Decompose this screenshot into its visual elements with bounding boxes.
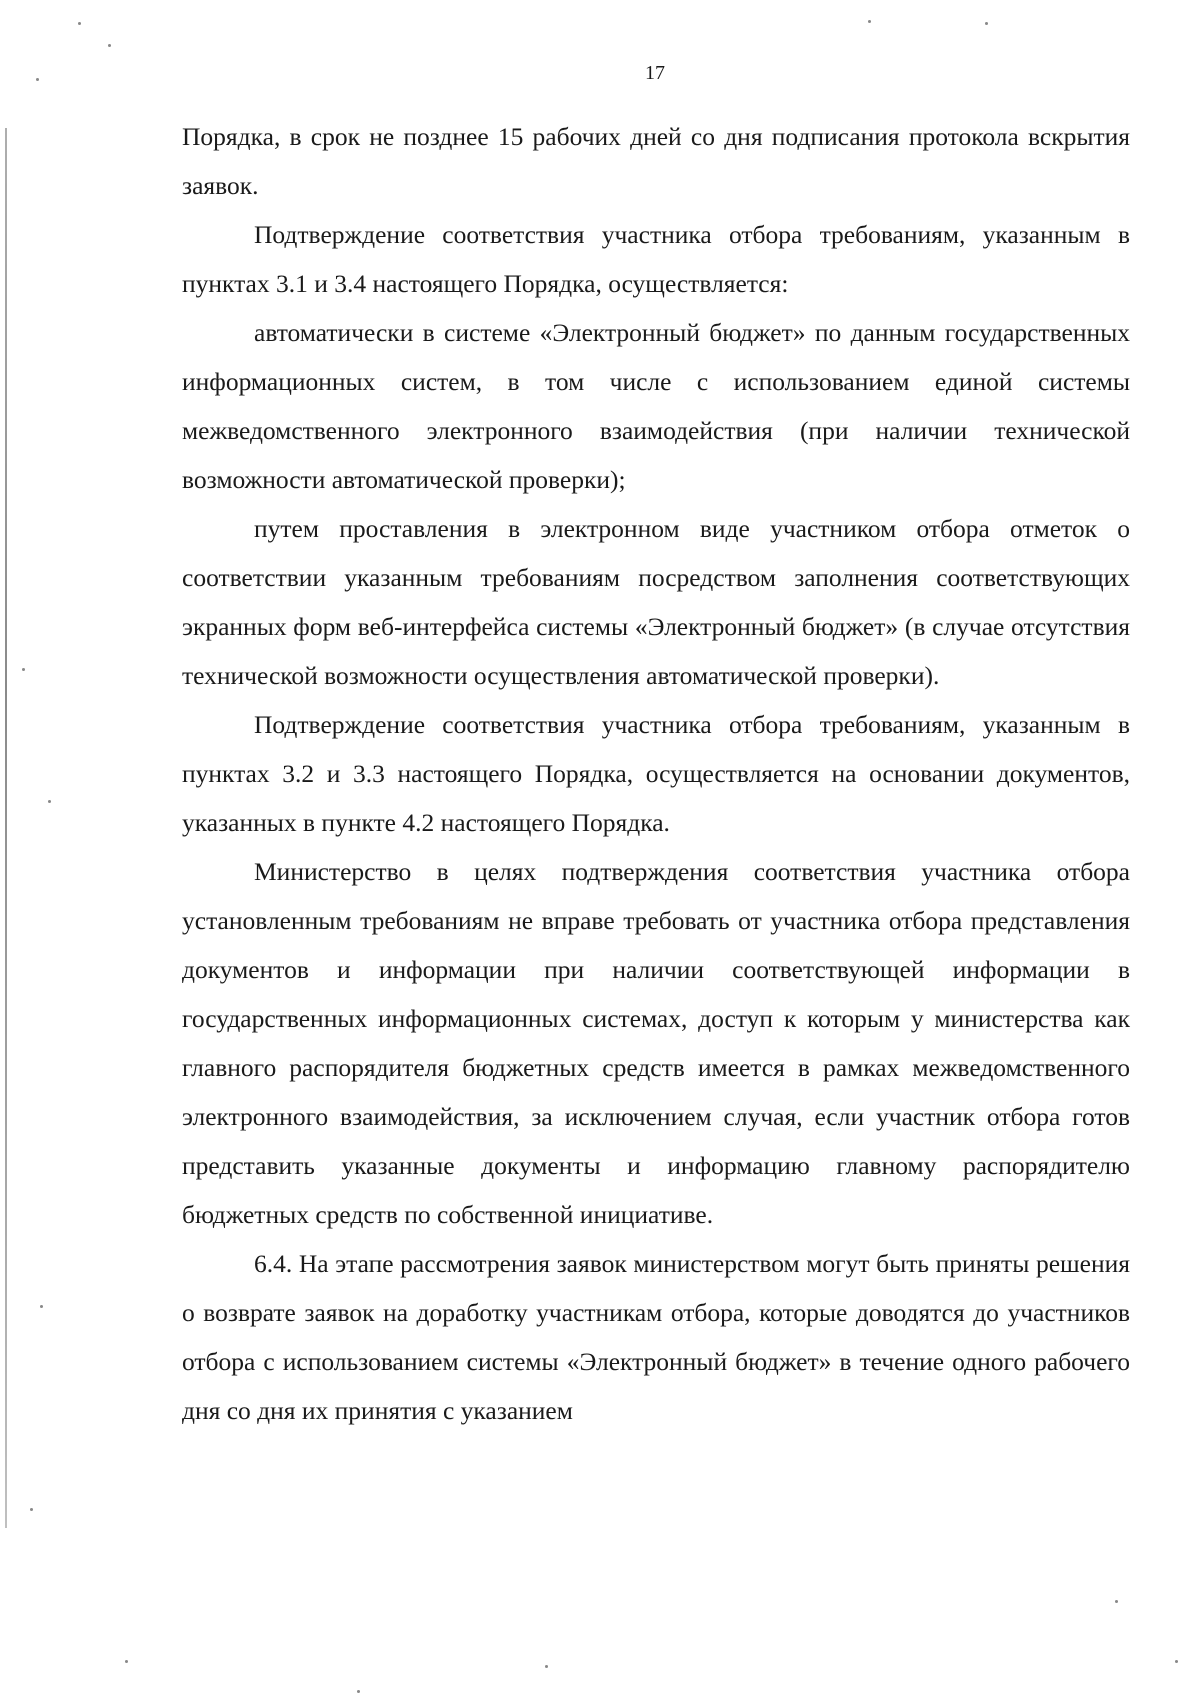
- paragraph-manual-marks: путем проставления в электронном виде участником отбора отметок о соответствии указанным требованиям посредством заполнения соответствующих экранных форм веб-интерфейса системы «Электронный бюджет» (в случае отсутствия технической возможности осуществления автоматической проверки).: [182, 514, 1130, 690]
- document-body: [182, 112, 1130, 1435]
- scan-speck: [985, 22, 988, 25]
- scan-speck: [868, 20, 871, 23]
- paragraph-continuation: Порядка, в срок не позднее 15 рабочих дней со дня подписания протокола вскрытия заявок.: [182, 122, 1130, 200]
- scan-speck: [78, 22, 81, 25]
- scan-speck: [22, 668, 25, 671]
- scan-speck: [48, 800, 51, 803]
- paragraph-confirmation-3-1-3-4: Подтверждение соответствия участника отбора требованиям, указанным в пунктах 3.1 и 3.4 настоящего Порядка, осуществляется:: [182, 220, 1130, 298]
- paragraph-confirmation-3-2-3-3: Подтверждение соответствия участника отбора требованиям, указанным в пунктах 3.2 и 3.3 настоящего Порядка, осуществляется на основании документов, указанных в пункте 4.2 настоящего Порядка.: [182, 710, 1130, 837]
- paragraph-6-4: 6.4. На этапе рассмотрения заявок министерством могут быть приняты решения о возврате заявок на доработку участникам отбора, которые доводятся до участников отбора с использованием системы «Электронный бюджет» в течение одного рабочего дня со дня их принятия с указанием: [182, 1249, 1130, 1425]
- page-number: 17: [645, 62, 665, 84]
- scan-edge-shadow: [5, 128, 7, 1528]
- scan-speck: [125, 1660, 128, 1663]
- paragraph-automatic-check: автоматически в системе «Электронный бюджет» по данным государственных информационных систем, в том числе с использованием единой системы межведомственного электронного взаимодействия (при наличии технической возможности автоматической проверки);: [182, 318, 1130, 494]
- scan-speck: [108, 44, 111, 47]
- scan-speck: [545, 1665, 548, 1668]
- scan-speck: [357, 1690, 360, 1693]
- scan-speck: [30, 1508, 33, 1511]
- scan-speck: [40, 1305, 43, 1308]
- scan-speck: [36, 78, 39, 81]
- paragraph-ministry-restrictions: Министерство в целях подтверждения соответствия участника отбора установленным требованиям не вправе требовать от участника отбора представления документов и информации при наличии соответствующей информации в государственных информационных системах, доступ к которым у министерства как главного распорядителя бюджетных средств имеется в рамках межведомственного электронного взаимодействия, за исключением случая, если участник отбора готов представить указанные документы и информацию главному распорядителю бюджетных средств по собственной инициативе.: [182, 857, 1130, 1229]
- scan-speck: [1175, 1660, 1178, 1663]
- scan-speck: [1115, 1600, 1118, 1603]
